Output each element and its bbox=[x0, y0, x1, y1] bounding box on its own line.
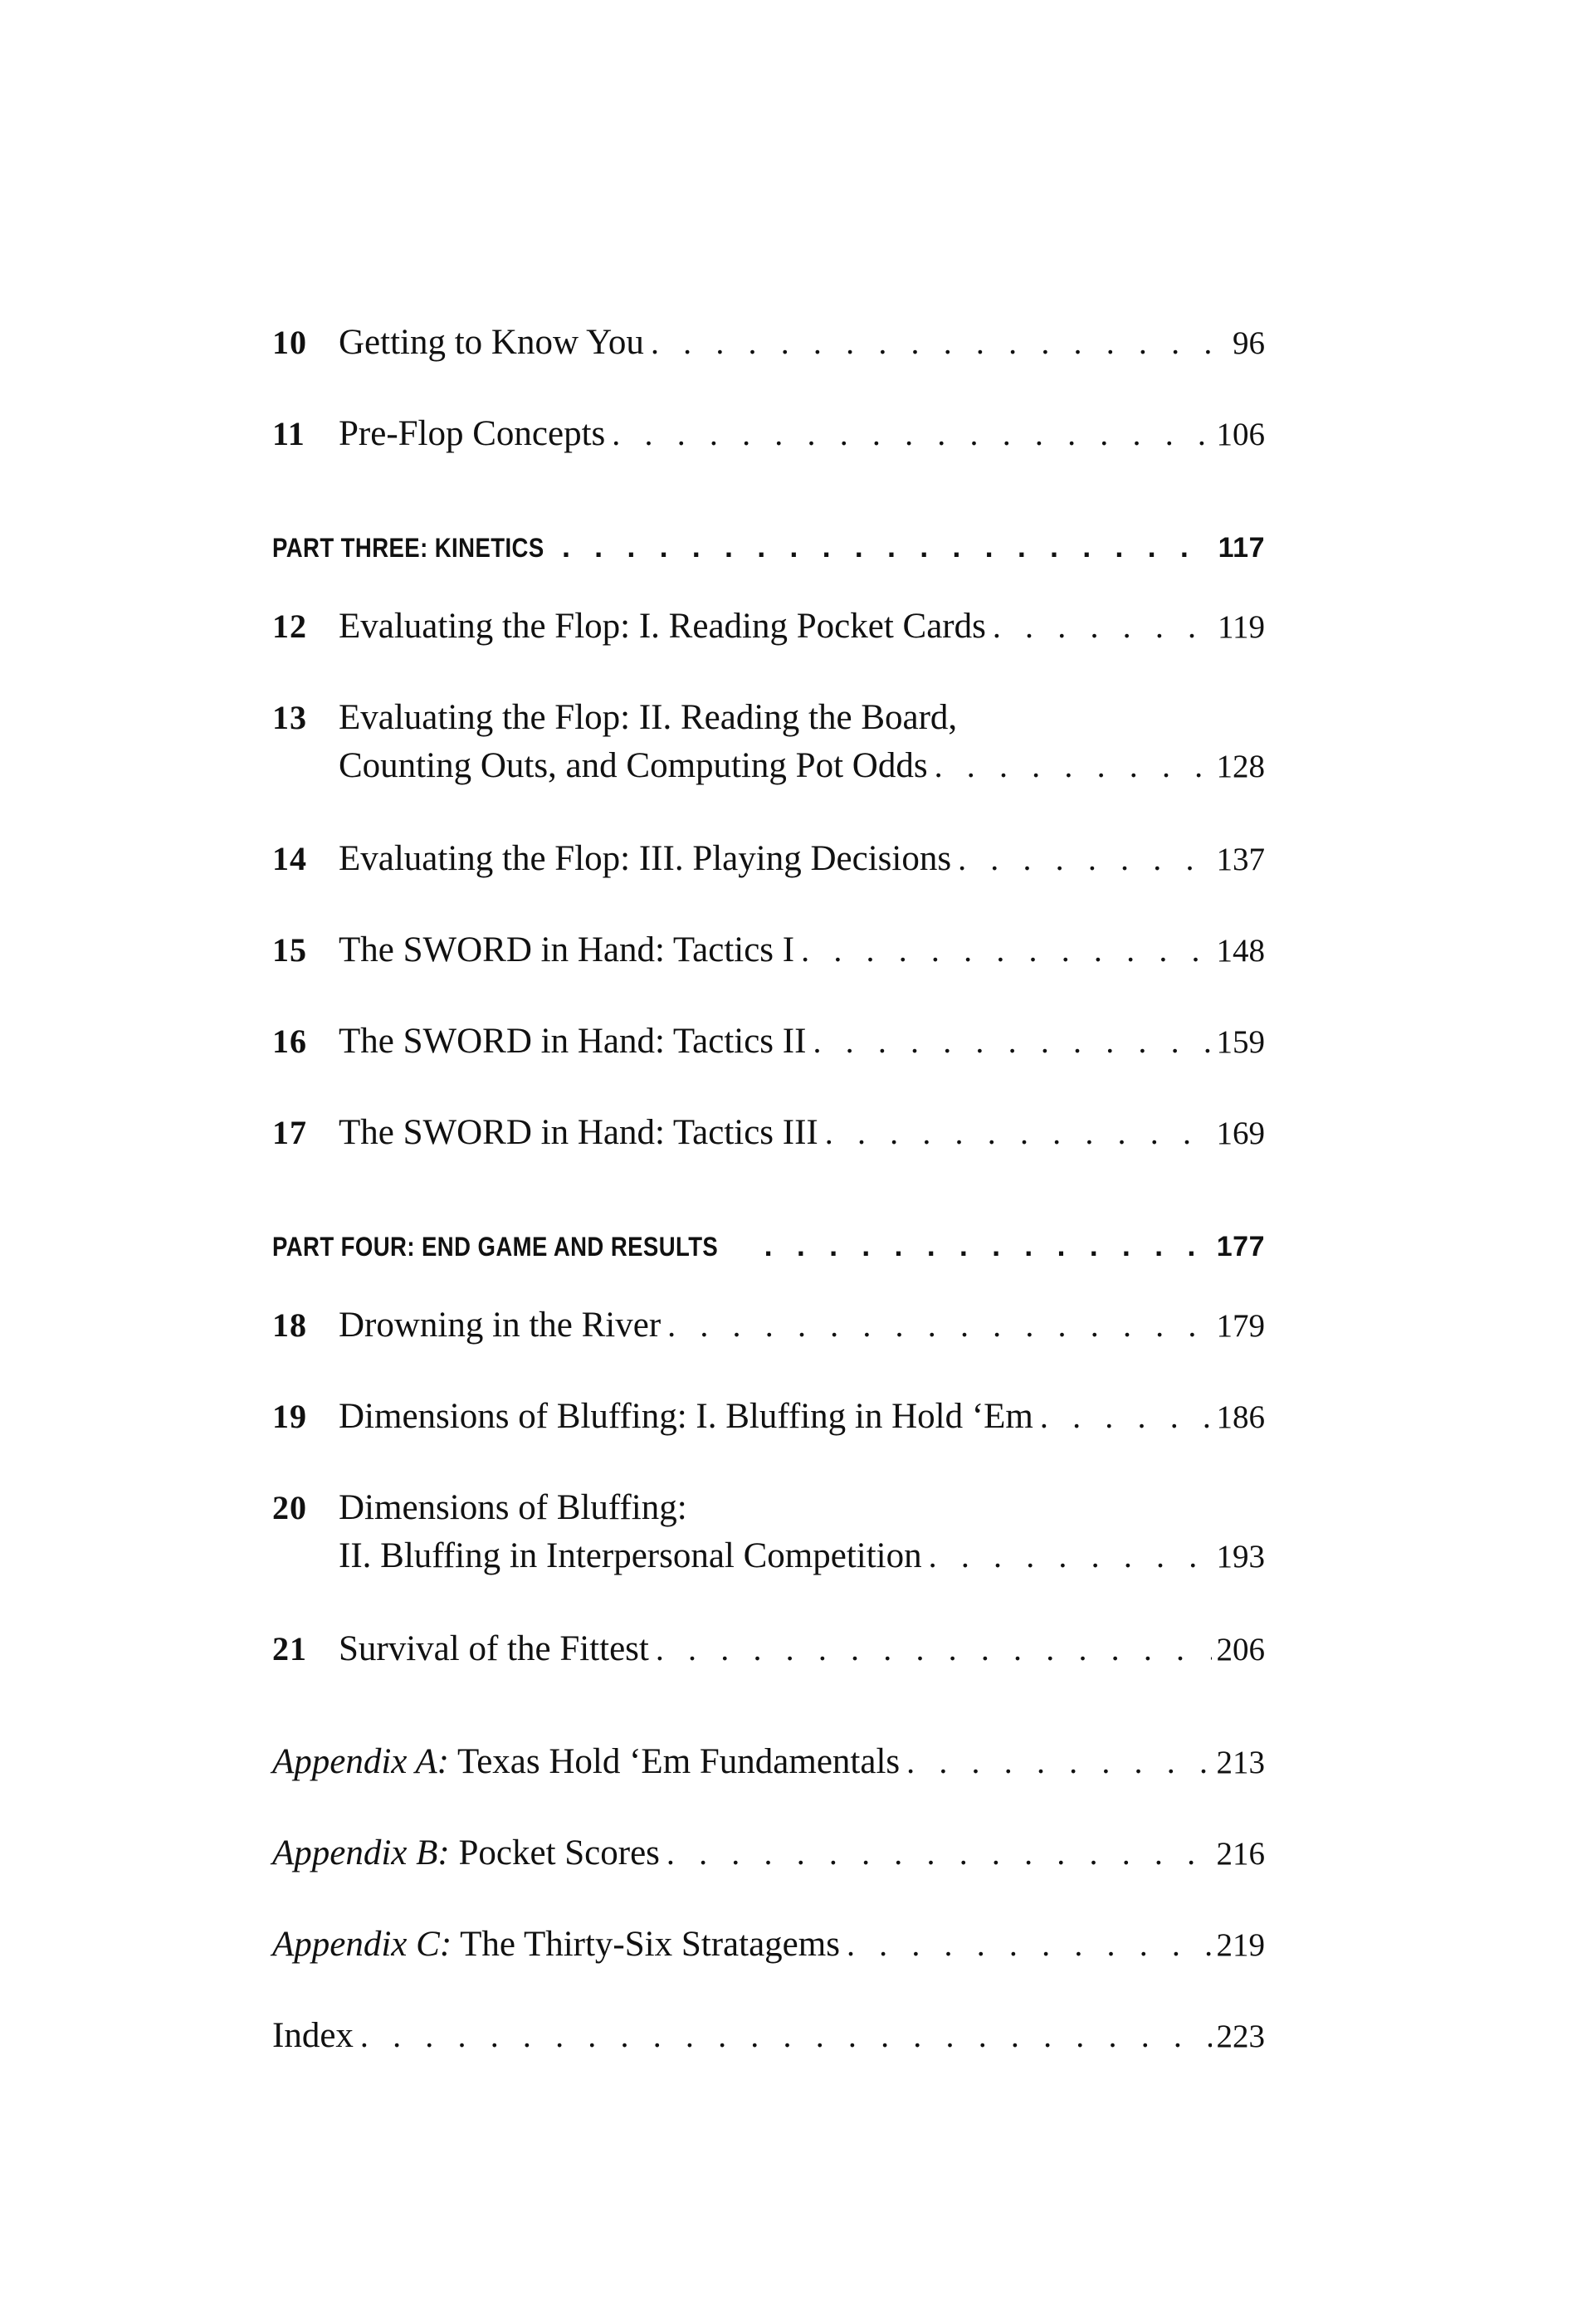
dot-leader bbox=[801, 926, 1211, 974]
chapter-title: Counting Outs, and Computing Pot Odds bbox=[339, 746, 928, 785]
dot-leader bbox=[562, 523, 1212, 571]
toc-entry-chapter[interactable] bbox=[272, 603, 1265, 651]
toc-line bbox=[272, 2012, 1265, 2060]
page-number: 206 bbox=[1216, 1632, 1265, 1667]
appendix-label: Appendix B: bbox=[272, 1833, 450, 1872]
toc-entry-chapter[interactable] bbox=[272, 1484, 1265, 1580]
toc-line bbox=[272, 410, 1265, 458]
toc-line bbox=[272, 603, 1265, 651]
appendix-title bbox=[272, 1738, 900, 1786]
dot-leader bbox=[360, 2012, 1212, 2060]
page-number: 96 bbox=[1233, 325, 1265, 361]
page-number: 179 bbox=[1216, 1308, 1265, 1344]
dot-leader bbox=[612, 410, 1211, 458]
dot-leader bbox=[813, 1018, 1211, 1066]
chapter-number: 15 bbox=[272, 931, 307, 969]
dot-leader bbox=[935, 742, 1212, 790]
chapter-title: Evaluating the Flop: III. Playing Decisions bbox=[339, 839, 952, 878]
chapter-number: 21 bbox=[272, 1630, 307, 1667]
toc-entry-chapter[interactable] bbox=[272, 926, 1265, 974]
toc-line bbox=[272, 1921, 1265, 1969]
page-number: 213 bbox=[1216, 1745, 1265, 1780]
chapter-number: 20 bbox=[272, 1489, 307, 1526]
toc-line bbox=[272, 523, 1265, 571]
toc-line bbox=[272, 1393, 1265, 1441]
chapter-number: 13 bbox=[272, 699, 307, 736]
toc-entry-part[interactable] bbox=[272, 523, 1265, 571]
page-number: 216 bbox=[1216, 1836, 1265, 1872]
toc-entry-index[interactable] bbox=[272, 2012, 1265, 2060]
appendix-label: Appendix A: bbox=[272, 1742, 449, 1781]
toc-line bbox=[272, 1625, 1265, 1673]
chapter-title: Pre-Flop Concepts bbox=[339, 414, 606, 453]
chapter-title: II. Bluffing in Interpersonal Competition bbox=[339, 1536, 922, 1575]
page-number: 219 bbox=[1216, 1927, 1265, 1963]
page-number: 186 bbox=[1216, 1399, 1265, 1435]
dot-leader bbox=[958, 835, 1211, 883]
toc-entry-chapter[interactable] bbox=[272, 410, 1265, 458]
toc-line bbox=[272, 1301, 1265, 1350]
chapter-title: Survival of the Fittest bbox=[339, 1629, 649, 1668]
dot-leader bbox=[656, 1625, 1212, 1673]
chapter-number: 16 bbox=[272, 1023, 307, 1060]
toc-entry-chapter[interactable] bbox=[272, 1018, 1265, 1066]
chapter-title: Drowning in the River bbox=[339, 1306, 662, 1345]
chapter-number: 19 bbox=[272, 1398, 307, 1435]
toc-entry-part[interactable] bbox=[272, 1222, 1265, 1270]
appendix-title bbox=[272, 1921, 840, 1969]
chapter-title: The SWORD in Hand: Tactics I bbox=[339, 930, 795, 969]
chapter-title: Dimensions of Bluffing: bbox=[339, 1488, 687, 1527]
toc-line bbox=[272, 319, 1265, 367]
appendix-title bbox=[272, 1829, 660, 1877]
toc-line bbox=[272, 1109, 1265, 1157]
toc-line bbox=[272, 926, 1265, 974]
dot-leader bbox=[1040, 1393, 1212, 1441]
toc-entry-appendix[interactable] bbox=[272, 1738, 1265, 1786]
dot-leader bbox=[929, 1532, 1212, 1580]
toc-entry-chapter[interactable] bbox=[272, 694, 1265, 790]
chapter-number: 17 bbox=[272, 1114, 307, 1151]
dot-leader bbox=[666, 1829, 1212, 1877]
dot-leader bbox=[847, 1921, 1212, 1969]
appendix-name: The Thirty-Six Stratagems bbox=[460, 1925, 840, 1964]
part-title: PART FOUR: END GAME AND RESULTS bbox=[272, 1232, 719, 1262]
dot-leader bbox=[825, 1109, 1212, 1157]
chapter-title: Evaluating the Flop: I. Reading Pocket Cards bbox=[339, 607, 986, 646]
toc-line bbox=[272, 1532, 1265, 1580]
appendix-name: Pocket Scores bbox=[458, 1833, 660, 1872]
toc-entry-chapter[interactable] bbox=[272, 1393, 1265, 1441]
chapter-number: 10 bbox=[272, 324, 307, 361]
index-title: Index bbox=[272, 2016, 354, 2055]
page-number: 159 bbox=[1216, 1024, 1265, 1060]
page-number: 193 bbox=[1216, 1539, 1265, 1575]
dot-leader bbox=[764, 1222, 1212, 1270]
page-number: 148 bbox=[1216, 933, 1265, 969]
toc-line bbox=[272, 1829, 1265, 1877]
page-number: 106 bbox=[1216, 417, 1265, 452]
page-number: 119 bbox=[1217, 609, 1265, 645]
toc-entry-appendix[interactable] bbox=[272, 1921, 1265, 1969]
toc-entry-appendix[interactable] bbox=[272, 1829, 1265, 1877]
appendix-label: Appendix C: bbox=[272, 1925, 452, 1964]
page-number: 223 bbox=[1216, 2019, 1265, 2054]
toc-entry-chapter[interactable] bbox=[272, 835, 1265, 883]
chapter-number: 11 bbox=[272, 415, 305, 452]
chapter-title: The SWORD in Hand: Tactics II bbox=[339, 1022, 807, 1061]
toc-entry-chapter[interactable] bbox=[272, 1301, 1265, 1350]
toc-entry-chapter[interactable] bbox=[272, 1625, 1265, 1673]
dot-leader bbox=[651, 319, 1212, 367]
page-number: 117 bbox=[1218, 532, 1265, 564]
dot-leader bbox=[667, 1301, 1211, 1350]
page-number: 128 bbox=[1216, 749, 1265, 784]
chapter-title: Dimensions of Bluffing: I. Bluffing in Hold ‘Em bbox=[339, 1397, 1033, 1436]
toc-line bbox=[272, 835, 1265, 883]
page-number: 169 bbox=[1216, 1116, 1265, 1151]
toc-entry-chapter[interactable] bbox=[272, 1109, 1265, 1157]
chapter-title: Evaluating the Flop: II. Reading the Board, bbox=[339, 698, 958, 737]
chapter-title: The SWORD in Hand: Tactics III bbox=[339, 1113, 818, 1152]
page-number: 137 bbox=[1216, 842, 1265, 877]
dot-leader bbox=[906, 1738, 1211, 1786]
chapter-number: 18 bbox=[272, 1306, 307, 1344]
toc-line bbox=[272, 1738, 1265, 1786]
toc-line bbox=[272, 694, 1265, 742]
chapter-title: Getting to Know You bbox=[339, 323, 644, 362]
toc-line bbox=[272, 742, 1265, 790]
toc-line bbox=[272, 1222, 1265, 1270]
page-number: 177 bbox=[1216, 1231, 1265, 1262]
toc-entry-chapter[interactable] bbox=[272, 319, 1265, 367]
dot-leader bbox=[993, 603, 1212, 651]
toc-line bbox=[272, 1484, 1265, 1532]
part-title: PART THREE: KINETICS bbox=[272, 533, 544, 563]
appendix-name: Texas Hold ‘Em Fundamentals bbox=[456, 1742, 901, 1781]
chapter-number: 12 bbox=[272, 608, 307, 645]
chapter-number: 14 bbox=[272, 840, 307, 877]
toc-line bbox=[272, 1018, 1265, 1066]
